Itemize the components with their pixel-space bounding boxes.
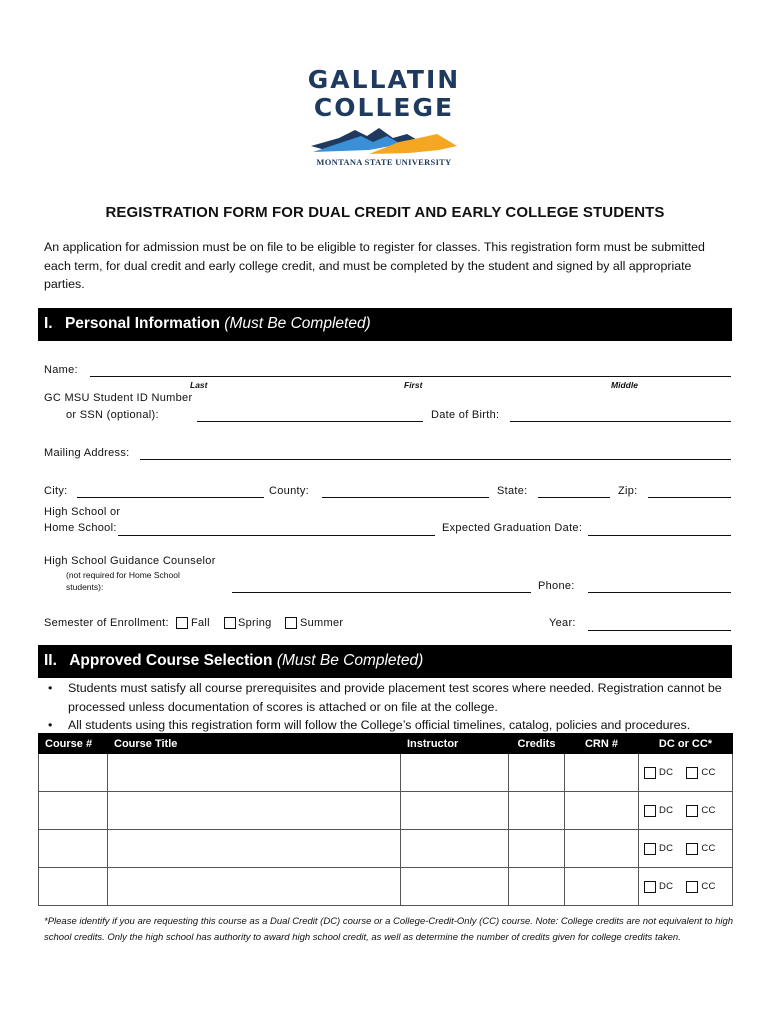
form-title: REGISTRATION FORM FOR DUAL CREDIT AND EARLY COLLEGE STUDENTS xyxy=(105,204,665,221)
zip-field[interactable] xyxy=(648,497,731,498)
bullet-icon: • xyxy=(48,681,53,695)
course-number-cell[interactable] xyxy=(39,830,108,868)
spring-checkbox[interactable] xyxy=(224,617,236,629)
instructor-cell[interactable] xyxy=(401,754,509,792)
name-last-caption: Last xyxy=(190,380,208,390)
phone-label: Phone: xyxy=(538,580,575,592)
bullet-text: Students must satisfy all course prerequisites and provide placement test scores where needed. Registration cannot be processed unless documentation of scores is attached or on file at the college. xyxy=(68,681,722,714)
spring-option-label: Spring xyxy=(238,617,272,629)
column-header-course-title: Course Title xyxy=(108,734,401,754)
table-header-row xyxy=(39,734,733,754)
state-label: State: xyxy=(497,485,528,497)
column-header-dc-cc: DC or CC* xyxy=(639,734,733,754)
state-field[interactable] xyxy=(538,497,610,498)
course-title-cell[interactable] xyxy=(108,868,401,906)
dc-cc-options xyxy=(639,881,732,893)
section-number: I. xyxy=(44,315,53,332)
section-personal-info-header xyxy=(38,308,732,341)
dc-cc-options xyxy=(639,843,732,855)
cc-label: CC xyxy=(701,805,716,816)
name-field[interactable] xyxy=(90,376,731,377)
credits-cell[interactable] xyxy=(509,792,565,830)
counselor-note-2: students): xyxy=(66,582,104,592)
course-title-cell[interactable] xyxy=(108,754,401,792)
year-label: Year: xyxy=(549,617,576,629)
counselor-field[interactable] xyxy=(232,592,531,593)
cc-label: CC xyxy=(701,881,716,892)
zip-label: Zip: xyxy=(618,485,638,497)
table-row xyxy=(39,754,733,792)
footnote: *Please identify if you are requesting this course as a Dual Credit (DC) course or a College-Credit-Only (CC) course. Note: College credits are not equivalent to high school credits. Only the high school has authority to award high school credit, as well as determine the number of credits given for college credits taken. xyxy=(44,916,734,943)
county-label: County: xyxy=(269,485,310,497)
section-note: (Must Be Completed) xyxy=(276,652,424,669)
column-header-crn: CRN # xyxy=(565,734,639,754)
logo-line-1: GALLATIN xyxy=(307,65,461,94)
dc-label: DC xyxy=(659,843,674,854)
section-note: (Must Be Completed) xyxy=(224,315,371,332)
dc-cc-cell xyxy=(639,754,733,792)
course-number-cell[interactable] xyxy=(39,792,108,830)
city-label: City: xyxy=(44,485,68,497)
bullet-icon: • xyxy=(48,718,53,732)
dc-label: DC xyxy=(659,805,674,816)
cc-label: CC xyxy=(701,767,716,778)
mountain-logo-graphic xyxy=(309,124,459,156)
cc-checkbox[interactable] xyxy=(686,767,698,779)
dc-cc-options xyxy=(639,767,732,779)
summer-checkbox[interactable] xyxy=(285,617,297,629)
high-school-label-2: Home School: xyxy=(44,522,117,534)
credits-cell[interactable] xyxy=(509,868,565,906)
dc-cc-options xyxy=(639,805,732,817)
dc-checkbox[interactable] xyxy=(644,805,656,817)
student-id-field[interactable] xyxy=(197,421,423,422)
section-heading: Personal Information xyxy=(64,315,220,332)
column-header-instructor: Instructor xyxy=(401,734,509,754)
cc-label: CC xyxy=(701,843,716,854)
instructor-cell[interactable] xyxy=(401,830,509,868)
bullet-text: All students using this registration form will follow the College’s official timelines, catalog, policies and procedures. xyxy=(68,718,691,732)
fall-checkbox[interactable] xyxy=(176,617,188,629)
counselor-label: High School Guidance Counselor xyxy=(44,555,216,567)
student-id-label-1: GC MSU Student ID Number xyxy=(44,392,193,404)
crn-cell[interactable] xyxy=(565,868,639,906)
phone-field[interactable] xyxy=(588,592,731,593)
column-header-course-number: Course # xyxy=(39,734,108,754)
course-table xyxy=(38,733,733,906)
list-item xyxy=(44,679,734,716)
semester-label: Semester of Enrollment: xyxy=(44,617,169,629)
course-title-cell[interactable] xyxy=(108,792,401,830)
crn-cell[interactable] xyxy=(565,754,639,792)
summer-option-label: Summer xyxy=(300,617,344,629)
column-header-credits: Credits xyxy=(509,734,565,754)
section-number: II. xyxy=(44,652,57,669)
intro-paragraph: An application for admission must be on file to be eligible to register for classes. This registration form must be submitted each term, for dual credit and early college credit, and must be completed by the student and signed by all appropriate parties. xyxy=(44,240,705,291)
table-row xyxy=(39,868,733,906)
name-first-caption: First xyxy=(404,380,423,390)
dc-label: DC xyxy=(659,767,674,778)
high-school-label-1: High School or xyxy=(44,506,121,518)
college-logo xyxy=(306,66,462,167)
dc-checkbox[interactable] xyxy=(644,843,656,855)
mailing-address-field[interactable] xyxy=(140,459,731,460)
dob-field[interactable] xyxy=(510,421,731,422)
cc-checkbox[interactable] xyxy=(686,805,698,817)
credits-cell[interactable] xyxy=(509,754,565,792)
dc-checkbox[interactable] xyxy=(644,767,656,779)
dc-label: DC xyxy=(659,881,674,892)
instructor-cell[interactable] xyxy=(401,868,509,906)
crn-cell[interactable] xyxy=(565,792,639,830)
credits-cell[interactable] xyxy=(509,830,565,868)
dc-checkbox[interactable] xyxy=(644,881,656,893)
county-field[interactable] xyxy=(322,497,489,498)
section-heading: Approved Course Selection xyxy=(69,652,273,669)
course-number-cell[interactable] xyxy=(39,754,108,792)
table-row xyxy=(39,830,733,868)
high-school-field[interactable] xyxy=(118,535,435,536)
graduation-date-label: Expected Graduation Date: xyxy=(442,522,583,534)
logo-line-3: MONTANA STATE UNIVERSITY xyxy=(316,157,452,167)
crn-cell[interactable] xyxy=(565,830,639,868)
logo-line-2: COLLEGE xyxy=(313,93,455,122)
name-label: Name: xyxy=(44,364,78,376)
mailing-address-label: Mailing Address: xyxy=(44,447,130,459)
dob-label: Date of Birth: xyxy=(431,409,500,421)
graduation-date-field[interactable] xyxy=(588,535,731,536)
fall-option-label: Fall xyxy=(191,617,210,629)
dc-cc-cell xyxy=(639,792,733,830)
course-rules-list xyxy=(44,679,734,735)
instructor-cell[interactable] xyxy=(401,792,509,830)
city-field[interactable] xyxy=(77,497,264,498)
section-course-selection-header xyxy=(38,645,732,678)
course-number-cell[interactable] xyxy=(39,868,108,906)
cc-checkbox[interactable] xyxy=(686,843,698,855)
table-row xyxy=(39,792,733,830)
dc-cc-cell xyxy=(639,868,733,906)
student-id-label-2: or SSN (optional): xyxy=(66,409,159,421)
list-item xyxy=(44,716,734,735)
course-title-cell[interactable] xyxy=(108,830,401,868)
cc-checkbox[interactable] xyxy=(686,881,698,893)
name-middle-caption: Middle xyxy=(611,380,638,390)
counselor-note-1: (not required for Home School xyxy=(66,570,180,580)
year-field[interactable] xyxy=(588,630,731,631)
dc-cc-cell xyxy=(639,830,733,868)
